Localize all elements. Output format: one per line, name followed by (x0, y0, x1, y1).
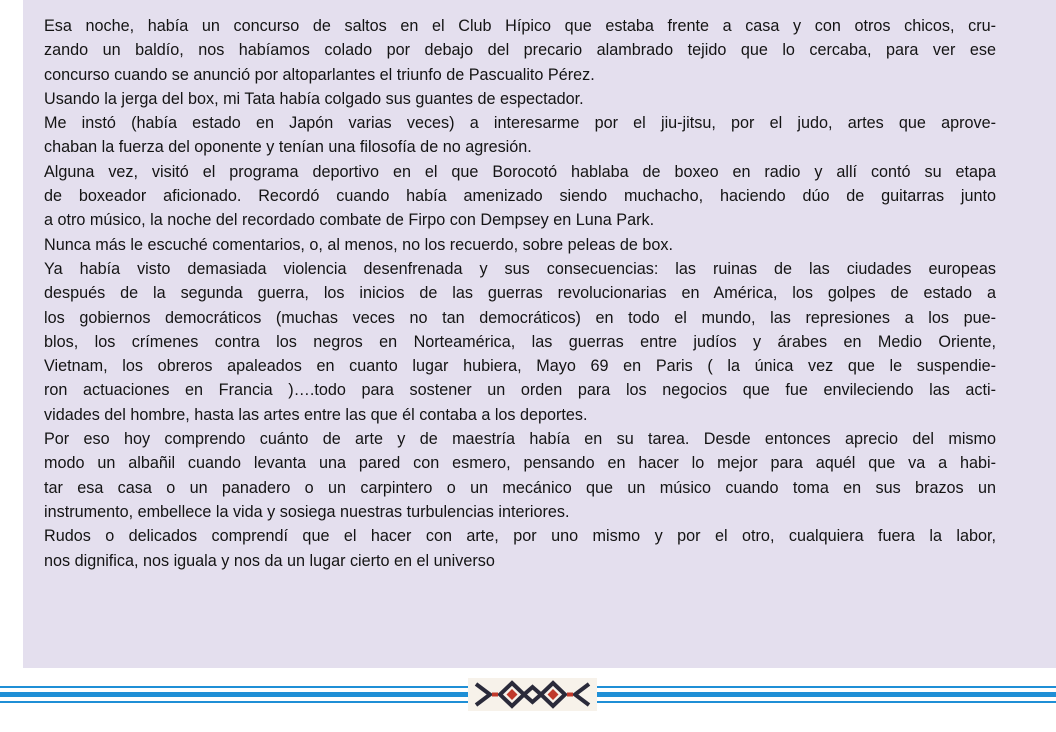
text-line: nos dignifica, nos iguala y nos da un lugar cierto en el universo (44, 551, 495, 570)
text-line: a otro músico, la noche del recordado combate de Firpo con Dempsey en Luna Park. (44, 211, 655, 230)
text-line: Rudos o delicados comprendí que el hacer con arte, por uno mismo y por el otro, cualquiera fuera la labor, (44, 527, 996, 546)
divider-thick-line (597, 692, 1056, 697)
text-line: Ya había visto demasiada violencia desenfrenada y sus consecuencias: las ruinas de las ciudades europeas (44, 259, 996, 278)
text-line: Por eso hoy comprendo cuánto de arte y de maestría había en su tarea. Desde entonces aprecio del mismo (44, 430, 996, 449)
divider-thin-line (0, 686, 468, 688)
text-line: los gobiernos democráticos (muchas veces no tan democráticos) en todo el mundo, las represiones a los pue- (44, 308, 996, 327)
text-line: tar esa casa o un panadero o un carpintero o un mecánico que un músico cuando toma en sus brazos un (44, 478, 996, 497)
right-divider-rule (597, 678, 1056, 711)
divider-thin-line (0, 701, 468, 703)
text-line: después de la segunda guerra, los inicios de las guerras revolucionarias en América, los golpes de estado a (44, 284, 996, 303)
divider-thin-line (597, 701, 1056, 703)
text-line: de boxeador aficionado. Recordó cuando había amenizado siendo muchacho, haciendo dúo de guitarras junto (44, 187, 996, 206)
text-line: Vietnam, los obreros apaleados en cuanto lugar hubiera, Mayo 69 en Paris ( la única vez que le suspendie- (44, 357, 996, 376)
zigzag-diamond-ornament-icon (468, 678, 597, 711)
text-line: chaban la fuerza del oponente y tenían una filosofía de no agresión. (44, 138, 532, 157)
text-line: ron actuaciones en Francia )….todo para sostener un orden para los negocios que fue envileciendo las acti- (44, 381, 996, 400)
text-line: Esa noche, había un concurso de saltos en el Club Hípico que estaba frente a casa y con otros chicos, cru- (44, 17, 996, 35)
text-line: instrumento, embellece la vida y sosiega nuestras turbulencias interiores. (44, 502, 570, 521)
text-line: zando un baldío, nos habíamos colado por debajo del precario alambrado tejido que lo cercaba, para ver ese (44, 41, 996, 60)
divider-thin-line (597, 686, 1056, 688)
text-line: vidades del hombre, hasta las artes entre las que él contaba a los deportes. (44, 405, 588, 424)
text-line: Nunca más le escuché comentarios, o, al menos, no los recuerdo, sobre peleas de box. (44, 235, 673, 254)
text-line: concurso cuando se anunció por altoparlantes el triunfo de Pascualito Pérez. (44, 65, 595, 84)
text-line: Usando la jerga del box, mi Tata había colgado sus guantes de espectador. (44, 89, 584, 108)
text-line: Me instó (había estado en Japón varias veces) a interesarme por el jiu-jitsu, por el judo, artes que aprove- (44, 114, 996, 133)
left-divider-rule (0, 678, 468, 711)
text-line: modo un albañil cuando levanta una pared con esmero, pensando en hacer lo mejor para aquél que va a habi- (44, 454, 996, 473)
text-line: blos, los crímenes contra los negros en Norteamérica, las guerras entre judíos y árabes en Medio Oriente, (44, 332, 996, 351)
text-line: Alguna vez, visitó el programa deportivo en el que Borocotó hablaba de boxeo en radio y allí contó su etapa (44, 162, 996, 181)
body-text (44, 14, 996, 573)
divider-thick-line (0, 692, 468, 697)
